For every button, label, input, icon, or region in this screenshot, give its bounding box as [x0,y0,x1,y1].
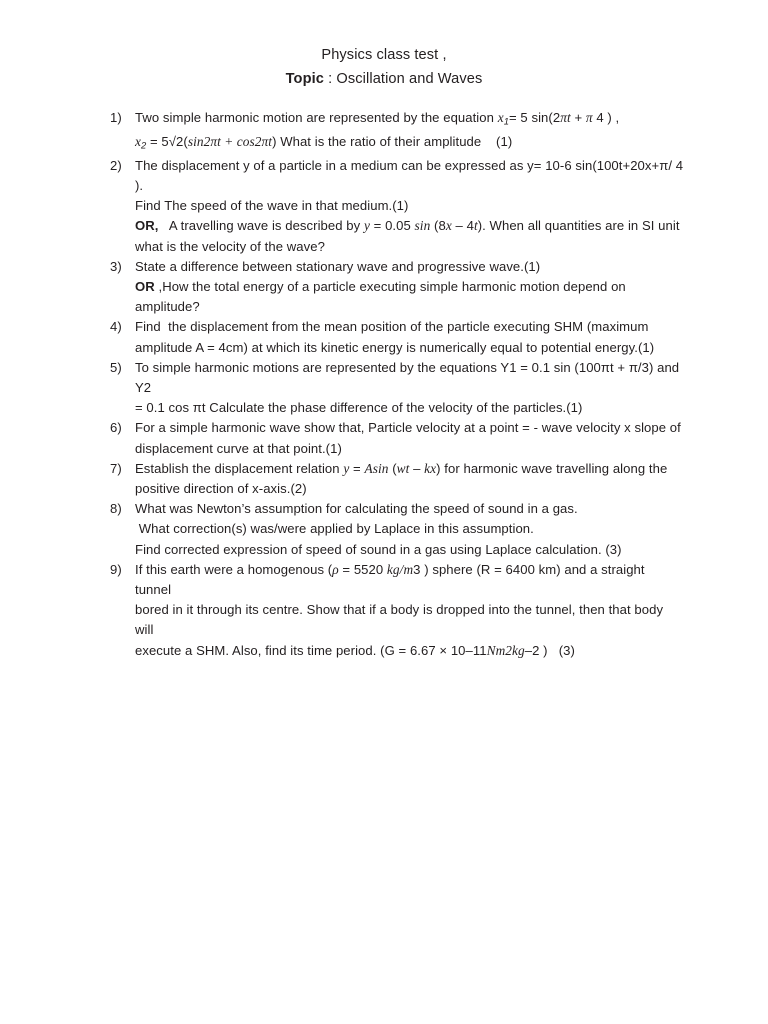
text-run: If this earth were a homogenous ( [135,561,333,577]
text-run: Find The speed of the wave in that medium.(1) [135,198,409,214]
question-number: 8) [110,501,122,517]
question-body [135,499,684,560]
question-item [110,418,684,458]
question-item [110,358,684,419]
question-line [135,108,684,132]
text-run: (8 [430,218,446,234]
text-run: What correction(s) was/were applied by Laplace in this assumption. [135,521,534,537]
text-run: displacement curve at that point.(1) [135,440,342,456]
text-run: = 0.1 cos πt Calculate the phase difference of the velocity of the particles.(1) [135,400,583,416]
text-run: ). When all quantities are in SI unit [477,218,680,234]
text-run: To simple harmonic motions are represented by the equations Y1 = 0.1 sin (100πt + π/3) and Y2 [135,359,680,395]
text-run: 2 [141,139,147,151]
text-run: wt [396,460,410,476]
text-run: π [585,110,593,125]
text-run: + [570,110,586,125]
question-item [110,459,684,499]
text-run: State a difference between stationary wave and progressive wave.(1) [135,258,541,274]
text-run: = 5 sin(2 [509,110,561,125]
question-list [0,108,768,661]
question-line [135,479,684,499]
question-number: 3) [110,258,122,274]
question-line [135,499,684,519]
question-body [135,418,684,458]
topic-label: Topic [285,71,324,87]
question-number: 9) [110,561,122,577]
text-run: ρ [332,561,339,577]
text-run: OR, [135,218,159,234]
question-body [135,459,684,499]
question-body [135,358,684,419]
text-run: OR [135,278,155,294]
question-line [135,600,684,640]
question-line [135,459,684,479]
text-run: x [497,110,504,125]
question-line [135,398,684,418]
text-run: 3 ) sphere (R = 6400 km) and a straight tunnel [135,561,645,597]
question-item [110,156,684,257]
question-line [135,132,684,156]
text-run: ( [388,460,397,476]
question-body [135,156,684,257]
question-item [110,257,684,318]
question-number: 6) [110,420,122,436]
question-line [135,358,684,398]
text-run: Asin [364,460,389,476]
text-run: y [363,218,370,234]
text-run: Two simple harmonic motion are represented by the equation [135,110,498,125]
text-run: ) for harmonic wave travelling along the [436,460,668,476]
text-run: Establish the displacement relation [135,460,344,476]
text-run: amplitude A = 4cm) at which its kinetic energy is numerically equal to potential energy.(1) [135,339,655,355]
text-run: what is the velocity of the wave? [135,238,325,254]
question-body [135,257,684,318]
question-line [135,338,684,358]
text-run: kx [424,460,437,476]
question-line [135,216,684,236]
text-run: For a simple harmonic wave show that, Particle velocity at a point = - wave velocity x slope of [135,420,681,436]
question-item [110,560,684,661]
question-line [135,439,684,459]
question-line [135,237,684,257]
question-body [135,317,684,357]
text-run: kg/m [386,561,414,577]
question-number: 1) [110,110,122,125]
page-title: Physics class test , [321,47,447,63]
question-line [135,277,684,317]
text-run: y [343,460,350,476]
question-body [135,560,684,661]
question-number: 5) [110,359,122,375]
text-run: sin2πt + cos2πt [187,133,273,149]
question-line [135,196,684,216]
question-item [110,317,684,357]
question-line [135,156,684,196]
text-run: x [135,133,141,149]
question-line [135,257,684,277]
topic-value: : Oscillation and Waves [323,71,483,87]
question-number: 2) [110,157,122,173]
text-run: – 4 [451,218,474,234]
text-run: A travelling wave is described by [158,218,364,234]
text-run: bored in it through its centre. Show that if a body is dropped into the tunnel, then that body will [135,602,664,638]
text-run: The displacement y of a particle in a medium can be expressed as y= 10-6 sin(100t+20x+π/ 4 ). [135,157,684,193]
text-run: x [445,218,452,234]
text-run: 4 ) , [592,110,620,125]
question-number: 4) [110,319,122,335]
question-line [135,560,684,600]
text-run: = [349,460,365,476]
text-run: –2 ) (3) [524,642,575,658]
text-run: – [409,460,425,476]
text-run: What was Newton’s assumption for calculating the speed of sound in a gas. [135,501,578,517]
question-line [135,641,684,661]
text-run: = 0.05 [369,218,415,234]
text-run: Find the displacement from the mean position of the particle executing SHM (maximum [135,319,649,335]
question-line [135,317,684,337]
text-run: Nm2kg [486,642,525,658]
document-title-block [0,0,768,91]
question-line [135,540,684,560]
text-run: = 5√2( [146,133,188,149]
question-line [135,519,684,539]
text-run: 1 [503,115,509,127]
question-number: 7) [110,460,122,476]
text-run: ) What is the ratio of their amplitude (1) [272,133,513,149]
text-run: positive direction of x-axis.(2) [135,480,307,496]
text-run: ,How the total energy of a particle executing simple harmonic motion depend on amplitude? [135,278,630,315]
text-run: t [473,218,478,234]
question-item [110,108,684,156]
text-run: πt [560,110,571,125]
text-run: sin [414,218,431,234]
question-line [135,418,684,438]
question-item [110,499,684,560]
text-run: execute a SHM. Also, find its time period. (G = 6.67 × 10–11 [135,642,487,658]
question-body [135,108,684,156]
text-run: = 5520 [338,561,387,577]
document-topic-line [0,68,768,91]
text-run: Find corrected expression of speed of sound in a gas using Laplace calculation. (3) [135,541,622,557]
